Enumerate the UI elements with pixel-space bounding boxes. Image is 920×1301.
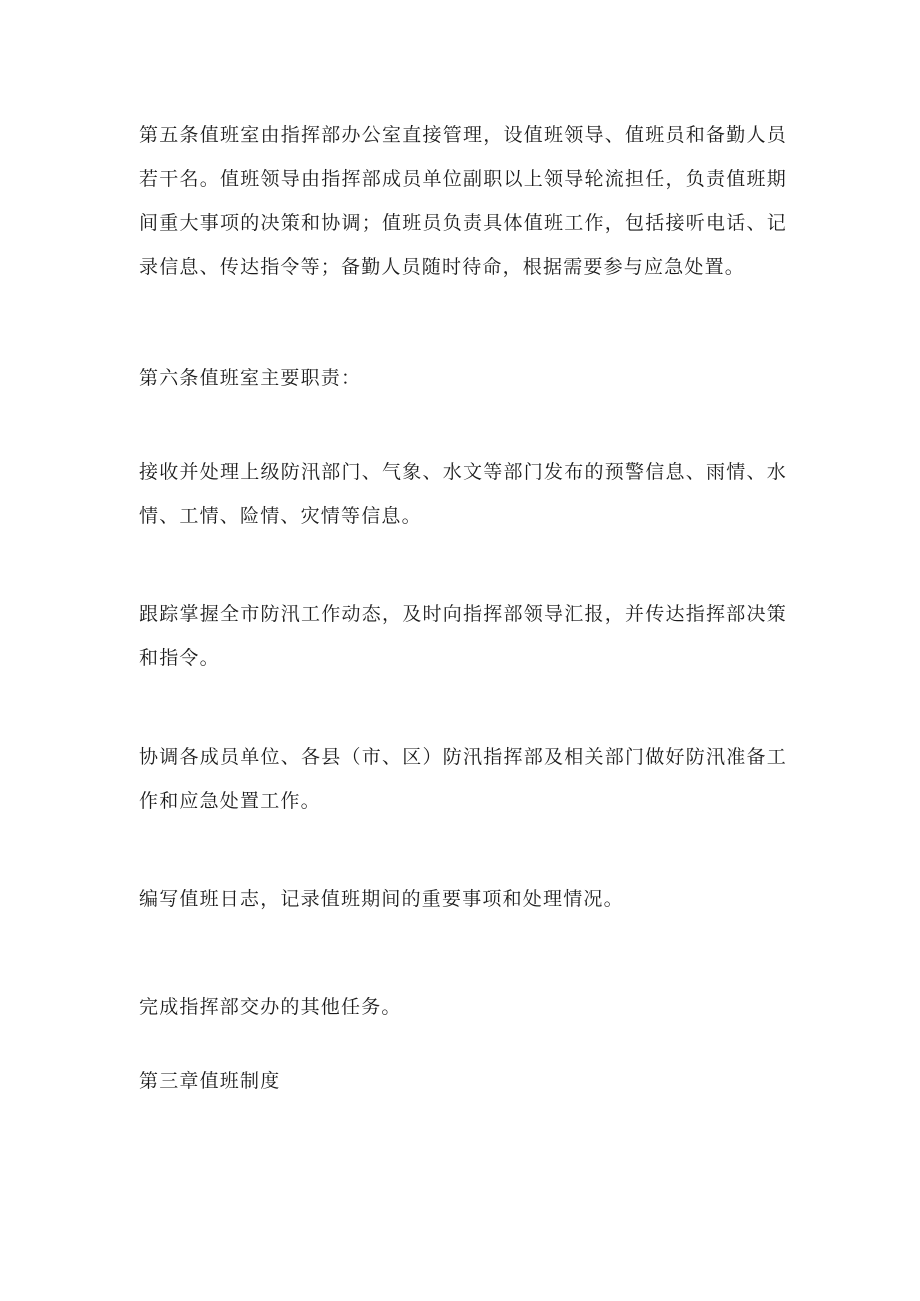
paragraph-duty-receive-info: 接收并处理上级防汛部门、气象、水文等部门发布的预警信息、雨情、水情、工情、险情、灾情等信息。 — [139, 461, 787, 527]
chapter-3-heading: 第三章值班制度 — [139, 1070, 281, 1092]
paragraph-duty-log: 编写值班日志，记录值班期间的重要事项和处理情况。 — [139, 888, 624, 910]
paragraph-duty-coordinate: 协调各成员单位、各县（市、区）防汛指挥部及相关部门做好防汛准备工作和应急处置工作。 — [139, 746, 787, 812]
paragraph-duty-other-tasks: 完成指挥部交办的其他任务。 — [139, 996, 402, 1018]
paragraph-duty-track-dynamics: 跟踪掌握全市防汛工作动态，及时向指挥部领导汇报，并传达指挥部决策和指令。 — [139, 603, 787, 669]
paragraph-article-5: 第五条值班室由指挥部办公室直接管理，设值班领导、值班员和备勤人员若干名。值班领导由指挥部成员单位副职以上领导轮流担任，负责值班期间重大事项的决策和协调；值班员负责具体值班工作，包括接听电话、记录信息、传达指令等；备勤人员随时待命，根据需要参与应急处置。 — [139, 124, 787, 278]
paragraph-article-6-heading: 第六条值班室主要职责： — [139, 367, 362, 389]
